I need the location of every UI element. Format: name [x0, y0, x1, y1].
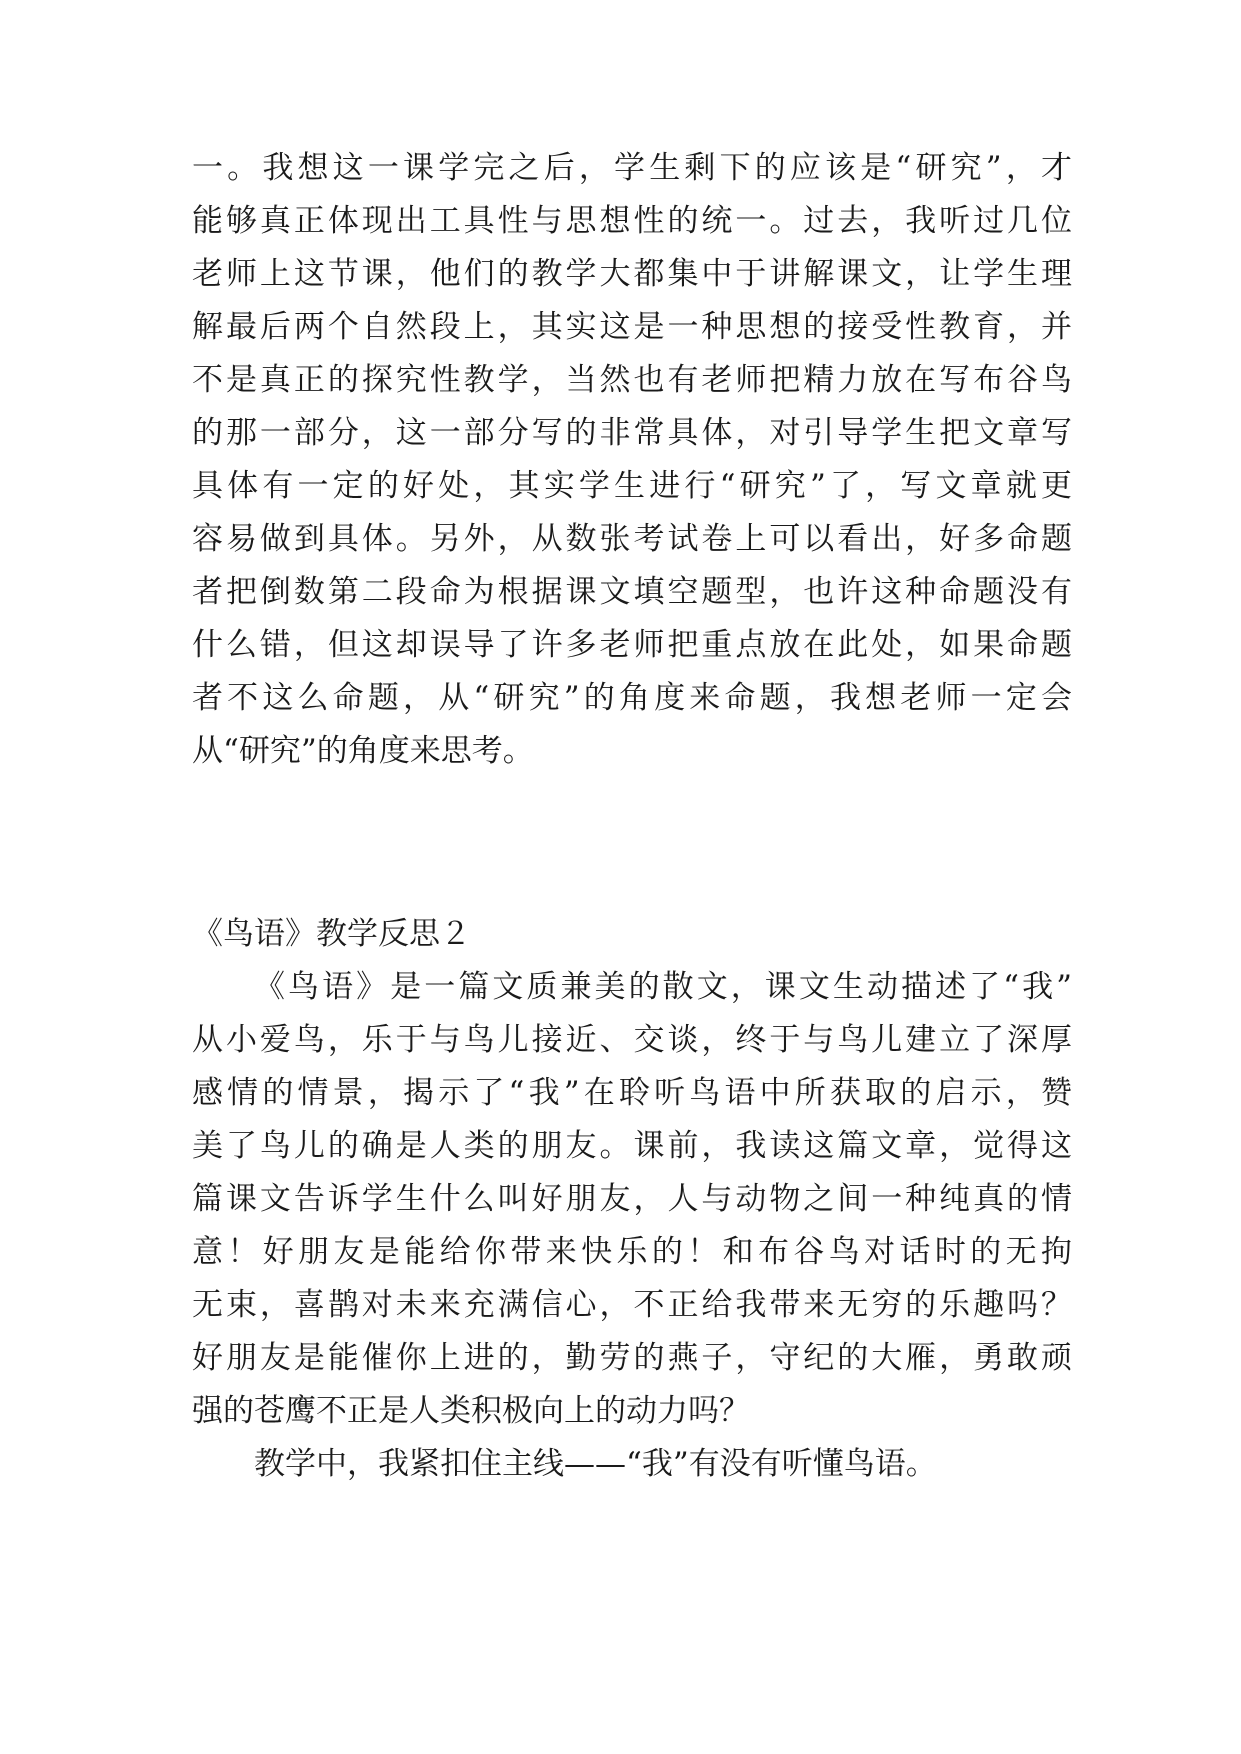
text-line: 什么错，但这却误导了许多老师把重点放在此处，如果命题	[192, 627, 1072, 663]
text-line: 意！好朋友是能给你带来快乐的！和布谷鸟对话时的无拘	[192, 1234, 1072, 1270]
text-line: 容易做到具体。另外，从数张考试卷上可以看出，好多命题	[192, 521, 1072, 557]
text-line: 老师上这节课，他们的教学大都集中于讲解课文，让学生理	[192, 256, 1072, 292]
text-line: 美了鸟儿的确是人类的朋友。课前，我读这篇文章，觉得这	[192, 1128, 1072, 1164]
text-line: 教学中，我紧扣住主线——“我”有没有听懂鸟语。	[254, 1446, 937, 1482]
text-line: 从小爱鸟，乐于与鸟儿接近、交谈，终于与鸟儿建立了深厚	[192, 1022, 1072, 1058]
text-line: 能够真正体现出工具性与思想性的统一。过去，我听过几位	[192, 203, 1072, 239]
text-line: 者把倒数第二段命为根据课文填空题型，也许这种命题没有	[192, 574, 1072, 610]
text-line: 的那一部分，这一部分写的非常具体，对引导学生把文章写	[192, 415, 1072, 451]
text-line: 不是真正的探究性教学，当然也有老师把精力放在写布谷鸟	[192, 362, 1072, 398]
text-line: 好朋友是能催你上进的，勤劳的燕子，守纪的大雁，勇敢顽	[192, 1340, 1072, 1376]
text-line: 无束，喜鹊对未来充满信心，不正给我带来无穷的乐趣吗？	[192, 1287, 1072, 1323]
text-line: 篇课文告诉学生什么叫好朋友，人与动物之间一种纯真的情	[192, 1181, 1072, 1217]
section-heading: 《鸟语》教学反思２	[192, 916, 471, 952]
text-line: 从“研究”的角度来思考。	[192, 733, 534, 769]
text-line: 者不这么命题，从“研究”的角度来命题，我想老师一定会	[192, 680, 1072, 716]
text-line: 具体有一定的好处，其实学生进行“研究”了，写文章就更	[192, 468, 1072, 504]
text-line: 感情的情景，揭示了“我”在聆听鸟语中所获取的启示，赞	[192, 1075, 1072, 1111]
text-line: 一。我想这一课学完之后，学生剩下的应该是“研究”，才	[192, 150, 1072, 186]
text-line: 解最后两个自然段上，其实这是一种思想的接受性教育，并	[192, 309, 1072, 345]
text-line: 《鸟语》是一篇文质兼美的散文，课文生动描述了“我”	[254, 969, 1072, 1005]
text-line: 强的苍鹰不正是人类积极向上的动力吗？	[192, 1393, 750, 1429]
